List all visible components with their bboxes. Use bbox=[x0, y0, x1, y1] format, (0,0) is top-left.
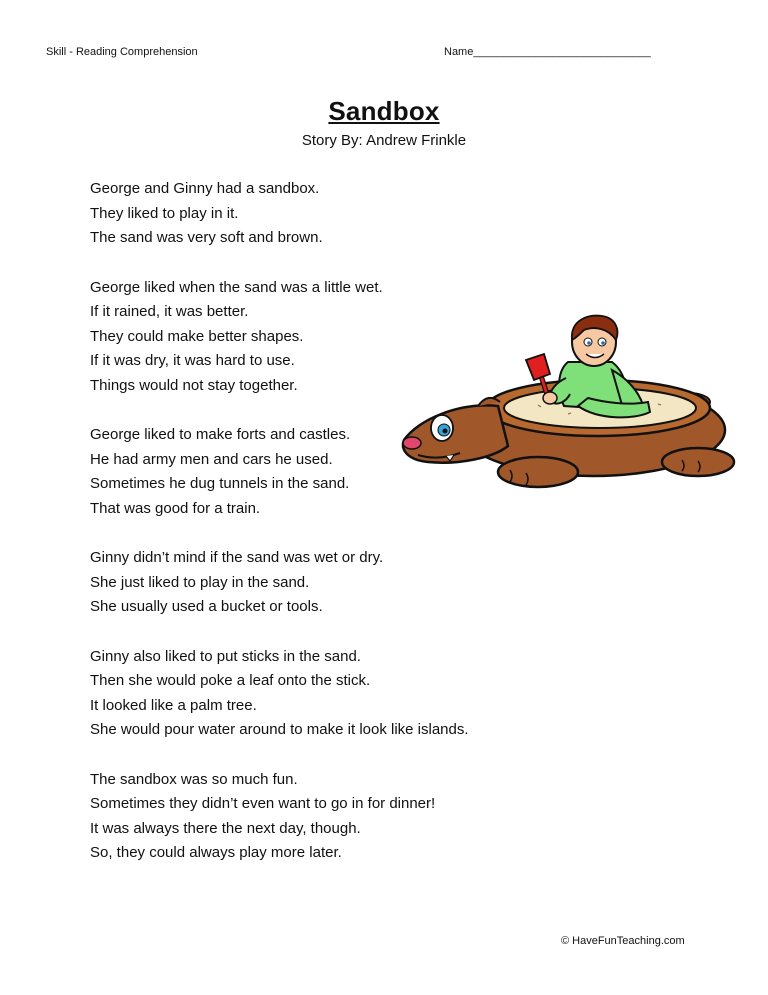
story-line: Ginny didn’t mind if the sand was wet or dry. bbox=[90, 549, 384, 566]
story-line: She just liked to play in the sand. bbox=[90, 573, 310, 591]
story-line: The sand was very soft and brown. bbox=[90, 229, 323, 246]
story-line: It looked like a palm tree. bbox=[90, 696, 257, 714]
story-text bbox=[90, 177, 650, 891]
story-line: George liked to make forts and castles. bbox=[90, 426, 351, 443]
paragraph-1 bbox=[90, 177, 650, 251]
copyright-footer: © HaveFunTeaching.com bbox=[561, 935, 685, 947]
story-line: They could make better shapes. bbox=[90, 327, 304, 345]
story-line: She usually used a bucket or tools. bbox=[90, 598, 323, 615]
story-line: He had army men and cars he used. bbox=[90, 450, 333, 468]
story-line: Sometimes they didn’t even want to go in for dinner! bbox=[90, 795, 436, 812]
story-line: Sometimes he dug tunnels in the sand. bbox=[90, 475, 350, 492]
story-line: Things would not stay together. bbox=[90, 376, 298, 394]
animal-head bbox=[403, 398, 508, 463]
paragraph-4 bbox=[90, 546, 650, 620]
skill-label: Skill - Reading Comprehension bbox=[46, 46, 198, 58]
story-line: Ginny also liked to put sticks in the sand. bbox=[90, 647, 361, 665]
name-field: Name_____________________________ bbox=[444, 46, 651, 58]
byline: Story By: Andrew Frinkle bbox=[301, 132, 467, 149]
page-title: Sandbox bbox=[328, 96, 440, 126]
story-line: If it was dry, it was hard to use. bbox=[90, 352, 295, 369]
story-line: It was always there the next day, though. bbox=[90, 819, 361, 837]
story-line: If it rained, it was better. bbox=[90, 303, 249, 320]
story-line: That was good for a train. bbox=[90, 499, 261, 517]
boy-figure bbox=[526, 316, 650, 418]
story-line: She would pour water around to make it look like islands. bbox=[90, 721, 469, 738]
story-line: George and Ginny had a sandbox. bbox=[90, 180, 320, 197]
story-line: Then she would poke a leaf onto the stick. bbox=[90, 672, 371, 689]
story-line: They liked to play in it. bbox=[90, 204, 239, 222]
paragraph-6 bbox=[90, 768, 650, 866]
story-line: So, they could always play more later. bbox=[90, 844, 342, 861]
paragraph-5 bbox=[90, 645, 650, 743]
story-line: The sandbox was so much fun. bbox=[90, 770, 298, 788]
story-line: George liked when the sand was a little wet. bbox=[90, 278, 383, 296]
boy-in-sandbox-illustration bbox=[398, 310, 740, 500]
